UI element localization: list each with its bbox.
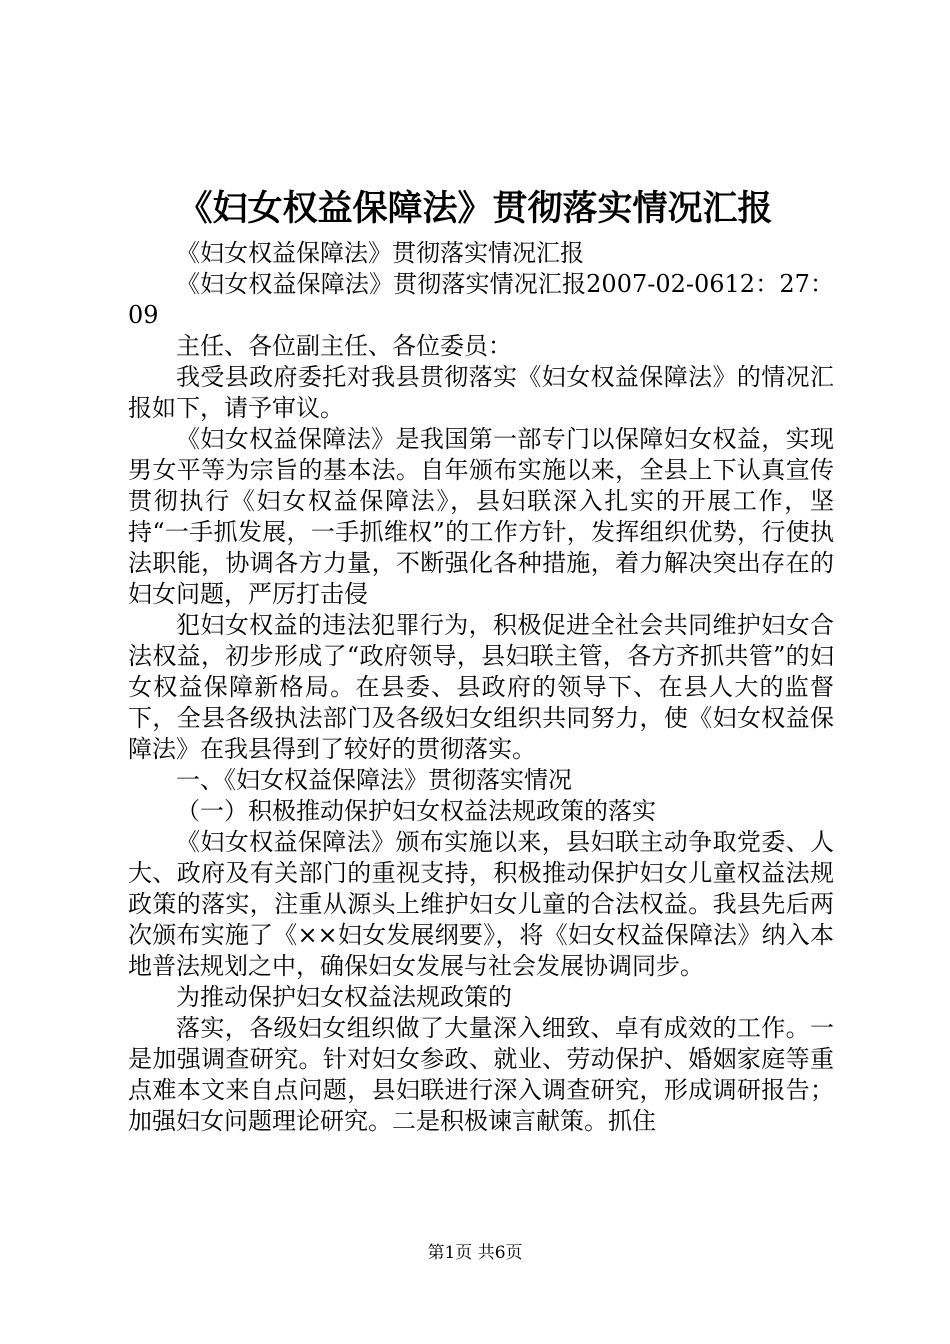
paragraph-law-results: 犯妇女权益的违法犯罪行为，积极促进全社会共同维护妇女合法权益，初步形成了“政府领导，县妇联主管，各方齐抓共管”的妇女权益保障新格局。在县委、县政府的领导下、在县人大的监督下，全县各级执法部门及各级妇女组织共同努力，使《妇女权益保障法》在我县得到了较好的贯彻落实。 (128, 611, 834, 763)
paragraph-subtitle: 《妇女权益保障法》贯彻落实情况汇报 (176, 239, 584, 267)
paragraph-policy-lead: 为推动保护妇女权益法规政策的 (176, 983, 512, 1011)
paragraph-salutation: 主任、各位副主任、各位委员： (176, 332, 512, 360)
paragraph-datetime: 《妇女权益保障法》贯彻落实情况汇报2007-02-0612：27：09 (128, 270, 834, 329)
subsection-heading-1: （一）积极推动保护妇女权益法规政策的落实 (176, 797, 656, 825)
section-heading-1: 一、《妇女权益保障法》贯彻落实情况 (176, 766, 572, 794)
document-body (128, 238, 834, 1137)
page-footer: 第1页 共6页 (427, 1243, 523, 1263)
paragraph-intro: 我受县政府委托对我县贯彻落实《妇女权益保障法》的情况汇报如下，请予审议。 (128, 363, 834, 422)
paragraph-implementation: 落实，各级妇女组织做了大量深入细致、卓有成效的工作。一是加强调查研究。针对妇女参政、就业、劳动保护、婚姻家庭等重点难本文来自点问题，县妇联进行深入调查研究，形成调研报告；加强妇女问题理论研究。二是积极谏言献策。抓住 (128, 1014, 834, 1135)
paragraph-policy: 《妇女权益保障法》颁布实施以来，县妇联主动争取党委、人大、政府及有关部门的重视支持，积极推动保护妇女儿童权益法规政策的落实，注重从源头上维护妇女儿童的合法权益。我县先后两次颁布实施了《××妇女发展纲要》，将《妇女权益保障法》纳入本地普法规划之中，确保妇女发展与社会发展协调同步。 (128, 828, 834, 980)
paragraph-law-overview: 《妇女权益保障法》是我国第一部专门以保障妇女权益，实现男女平等为宗旨的基本法。自年颁布实施以来，全县上下认真宣传贯彻执行《妇女权益保障法》，县妇联深入扎实的开展工作，坚持“一手抓发展，一手抓维权”的工作方针，发挥组织优势，行使执法职能，协调各方力量，不断强化各种措施，着力解决突出存在的妇女问题，严厉打击侵 (128, 425, 834, 608)
document-title: 《妇女权益保障法》贯彻落实情况汇报 (177, 188, 773, 229)
